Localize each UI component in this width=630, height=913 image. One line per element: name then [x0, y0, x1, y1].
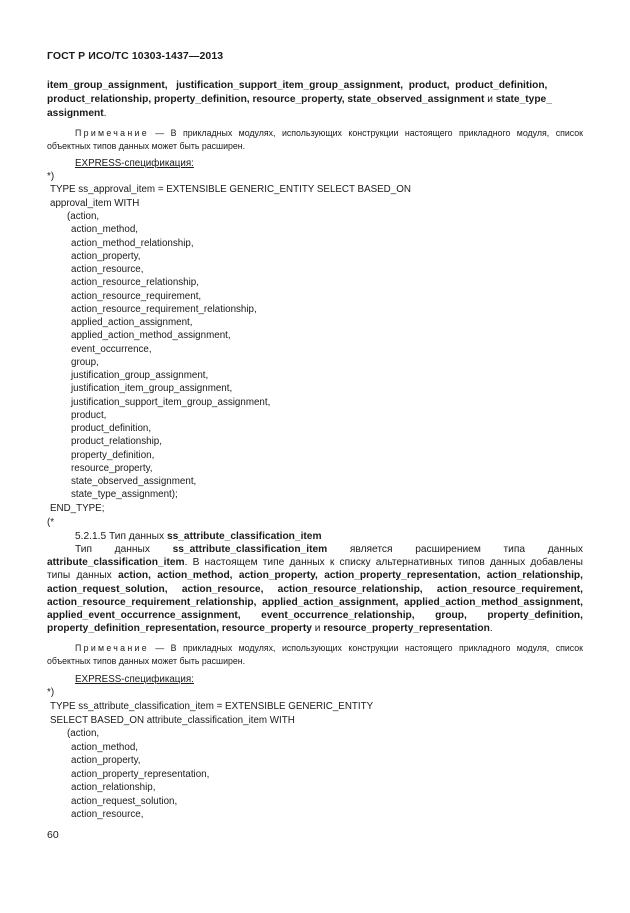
express-select-item: action_resource,	[71, 809, 144, 820]
intro-line-2: product_relationship, property_definition, resource_property, state_observed_assignment и state_type_	[47, 94, 552, 105]
note-text: В прикладных модулях, использующих конструкции настоящего прикладного модуля, список объектных типов данных может быть расширен.	[47, 128, 584, 151]
express-select-item: action_resource_relationship,	[71, 277, 199, 289]
express-select-item: (action,	[67, 728, 100, 739]
express-close-comment: (*	[47, 517, 55, 528]
express-select-item: action_resource_requirement,	[71, 290, 202, 302]
section-heading: 5.2.1.5 Тип данных ss_attribute_classification_item	[75, 531, 322, 542]
express-select-item: action_property,	[71, 755, 141, 766]
express-select-item: action_resource_requirement_relationship,	[71, 303, 257, 315]
express-select-item: (action,	[67, 211, 100, 222]
note-2: Примечание — В прикладных модулях, использующих конструкции настоящего прикладного модуля, список объектных типов данных может быть расширен.	[47, 643, 584, 666]
express-select-item: justification_group_assignment,	[71, 370, 209, 381]
express-select-item: resource_property,	[71, 462, 153, 474]
note-label: Примечание	[75, 643, 149, 653]
note-1: Примечание — В прикладных модулях, использующих конструкции настоящего прикладного модуля, список объектных типов данных может быть расширен.	[47, 128, 584, 151]
document-header: ГОСТ Р ИСО/ТС 10303-1437—2013	[47, 50, 224, 62]
express-select-item: justification_item_group_assignment,	[71, 383, 233, 395]
express-select-item: action_property_representation,	[71, 768, 210, 780]
express-end-type: END_TYPE;	[50, 503, 105, 514]
note-text: В прикладных модулях, использующих конструкции настоящего прикладного модуля, список объектных типов данных может быть расширен.	[47, 643, 584, 666]
section-type-name: ss_attribute_classification_item	[166, 531, 322, 542]
express-select-item: action_resource,	[71, 264, 144, 275]
express-select-item: action_request_solution,	[71, 795, 178, 807]
express-select-item: event_occurrence,	[71, 343, 152, 355]
express-select-item: action_relationship,	[71, 782, 156, 793]
body-paragraph: Тип данных ss_attribute_classification_item является расширением типа данных attribute_classification_item. В настоящем типе данных к списку альтернативных типов данных добавлены типы данных action, action_method, action_property, action_property_representation, action_relationship, action_request_solution, action_resource, action_resource_relationship, action_resource_requirement, action_resource_requirement_relationship, applied_action_assignment, applied_action_method_assignment, applied_event_occurrence_assignment, event_occurrence_relationship, group, property_definition, property_definition_representation, resource_property и resource_property_representation.	[47, 544, 583, 635]
express-select-item: action_method,	[71, 224, 138, 236]
express-spec-title: EXPRESS-спецификация:	[75, 674, 194, 685]
express-select-item: action_property,	[71, 250, 141, 262]
section-number: 5.2.1.5	[75, 531, 107, 542]
express-with-line: approval_item WITH	[50, 198, 140, 209]
note-label: Примечание	[75, 128, 149, 138]
express-select-item: action_method,	[71, 741, 138, 753]
express-select-item: action_method_relationship,	[71, 237, 194, 249]
express-select-item: state_observed_assignment,	[71, 476, 197, 487]
express-select-item: product_relationship,	[71, 436, 162, 448]
express-open-comment: *)	[47, 171, 55, 182]
intro-line-1: item_group_assignment, justification_support_item_group_assignment, product, product_definition,	[47, 80, 548, 91]
intro-line-3: assignment.	[47, 108, 107, 119]
express-select-item: applied_action_method_assignment,	[71, 330, 231, 342]
express-select-item: property_definition,	[71, 449, 155, 461]
express-select-item: product_definition,	[71, 423, 152, 434]
express-select-item: justification_support_item_group_assignment,	[71, 396, 271, 408]
express-select-item: applied_action_assignment,	[71, 317, 193, 328]
intro-paragraph	[47, 79, 583, 121]
express-select-line: SELECT BASED_ON attribute_classification_item WITH	[50, 715, 295, 726]
express-type-line: TYPE ss_approval_item = EXTENSIBLE GENERIC_ENTITY SELECT BASED_ON	[50, 184, 411, 195]
express-spec-title: EXPRESS-спецификация:	[75, 158, 194, 169]
express-select-item: group,	[71, 356, 99, 368]
express-type-line: TYPE ss_attribute_classification_item = EXTENSIBLE GENERIC_ENTITY	[50, 701, 374, 712]
page-number: 60	[47, 829, 59, 841]
express-select-item: state_type_assignment);	[71, 489, 178, 501]
express-select-item: product,	[71, 409, 107, 421]
express-open-comment: *)	[47, 687, 55, 698]
